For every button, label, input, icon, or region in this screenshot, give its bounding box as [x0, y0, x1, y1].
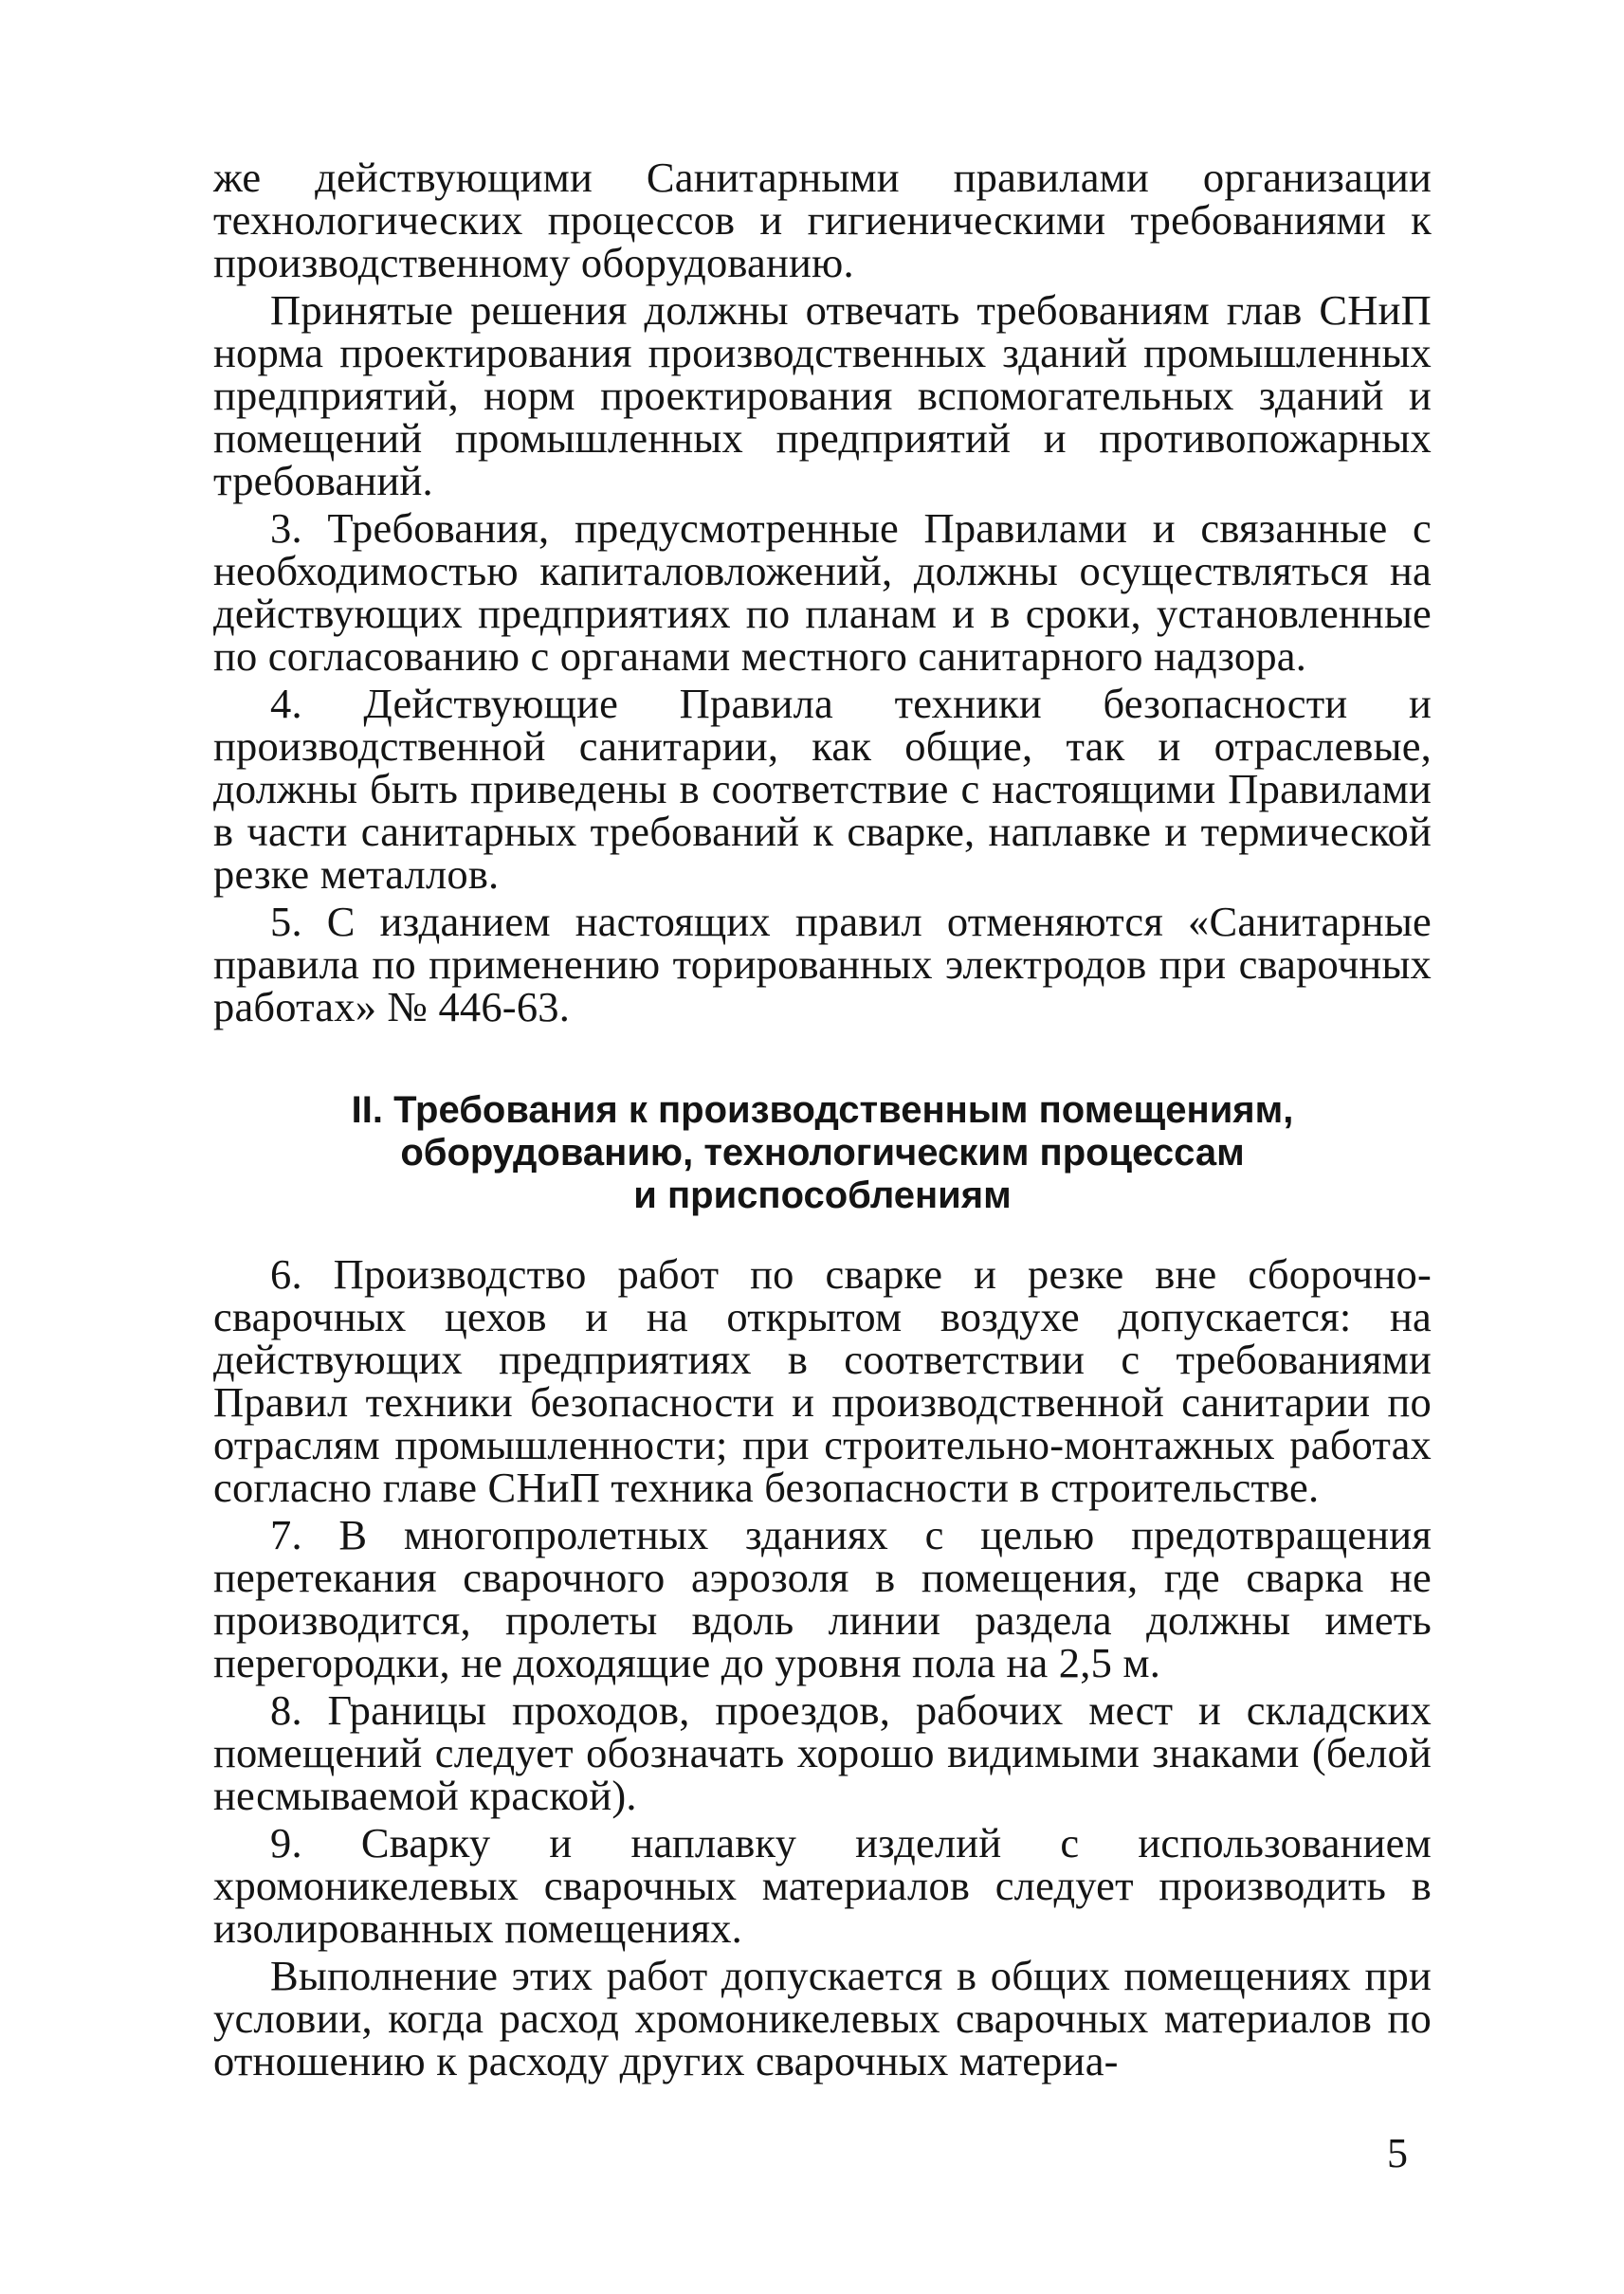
paragraph-item-9: 9. Сварку и наплавку изделий с использованием хромоникелевых сварочных материалов следует производить в изолированных помещениях. — [213, 1819, 1432, 1952]
section-heading-line-1: II. Требования к производственным помещениям, — [351, 1089, 1294, 1131]
page-number: 5 — [1387, 2130, 1408, 2176]
document-page — [213, 156, 1432, 2087]
paragraph-intro-continuation: же действующими Санитарными правилами организации технологических процессов и гигиеническими требованиями к производственному оборудованию. — [213, 154, 1432, 286]
paragraph-item-6: 6. Производство работ по сварке и резке вне сборочно-сварочных цехов и на открытом воздухе допускается: на действующих предприятиях в соответствии с требованиями Правил техники безопасности и производственной санитарии по отраслям промышленности; при строительно-монтажных работах согласно главе СНиП техника безопасности в строительстве. — [213, 1250, 1432, 1511]
section-heading — [213, 1089, 1432, 1217]
paragraph-item-3: 3. Требования, предусмотренные Правилами и связанные с необходимостью капиталовложений, должны осуществляться на действующих предприятиях по планам и в сроки, установленные по согласованию с органами местного санитарного надзора. — [213, 504, 1432, 680]
section-heading-line-3: и приспособлениям — [633, 1174, 1012, 1216]
paragraph-item-8: 8. Границы проходов, проездов, рабочих мест и складских помещений следует обозначать хорошо видимыми знаками (белой несмываемой краской). — [213, 1686, 1432, 1819]
paragraph-item-4: 4. Действующие Правила техники безопасности и производственной санитарии, как общие, так и отраслевые, должны быть приведены в соответствие с настоящими Правилами в части санитарных требований к сварке, наплавке и термической резке металлов. — [213, 680, 1432, 898]
section-heading-line-2: оборудованию, технологическим процессам — [400, 1132, 1245, 1174]
paragraph-item-5: 5. С изданием настоящих правил отменяются «Санитарные правила по применению торированных электродов при сварочных работах» № 446-63. — [213, 898, 1432, 1030]
paragraph-decisions: Принятые решения должны отвечать требованиям глав СНиП норма проектирования производственных зданий промышленных предприятий, норм проектирования вспомогательных зданий и помещений промышленных предприятий и противопожарных требований. — [213, 286, 1432, 504]
paragraph-item-7: 7. В многопролетных зданиях с целью предотвращения перетекания сварочного аэрозоля в помещения, где сварка не производится, пролеты вдоль линии раздела должны иметь перегородки, не доходящие до уровня пола на 2,5 м. — [213, 1511, 1432, 1686]
paragraph-item-9-continuation: Выполнение этих работ допускается в общих помещениях при условии, когда расход хромоникелевых сварочных материалов по отношению к расходу других сварочных материа- — [213, 1952, 1432, 2085]
